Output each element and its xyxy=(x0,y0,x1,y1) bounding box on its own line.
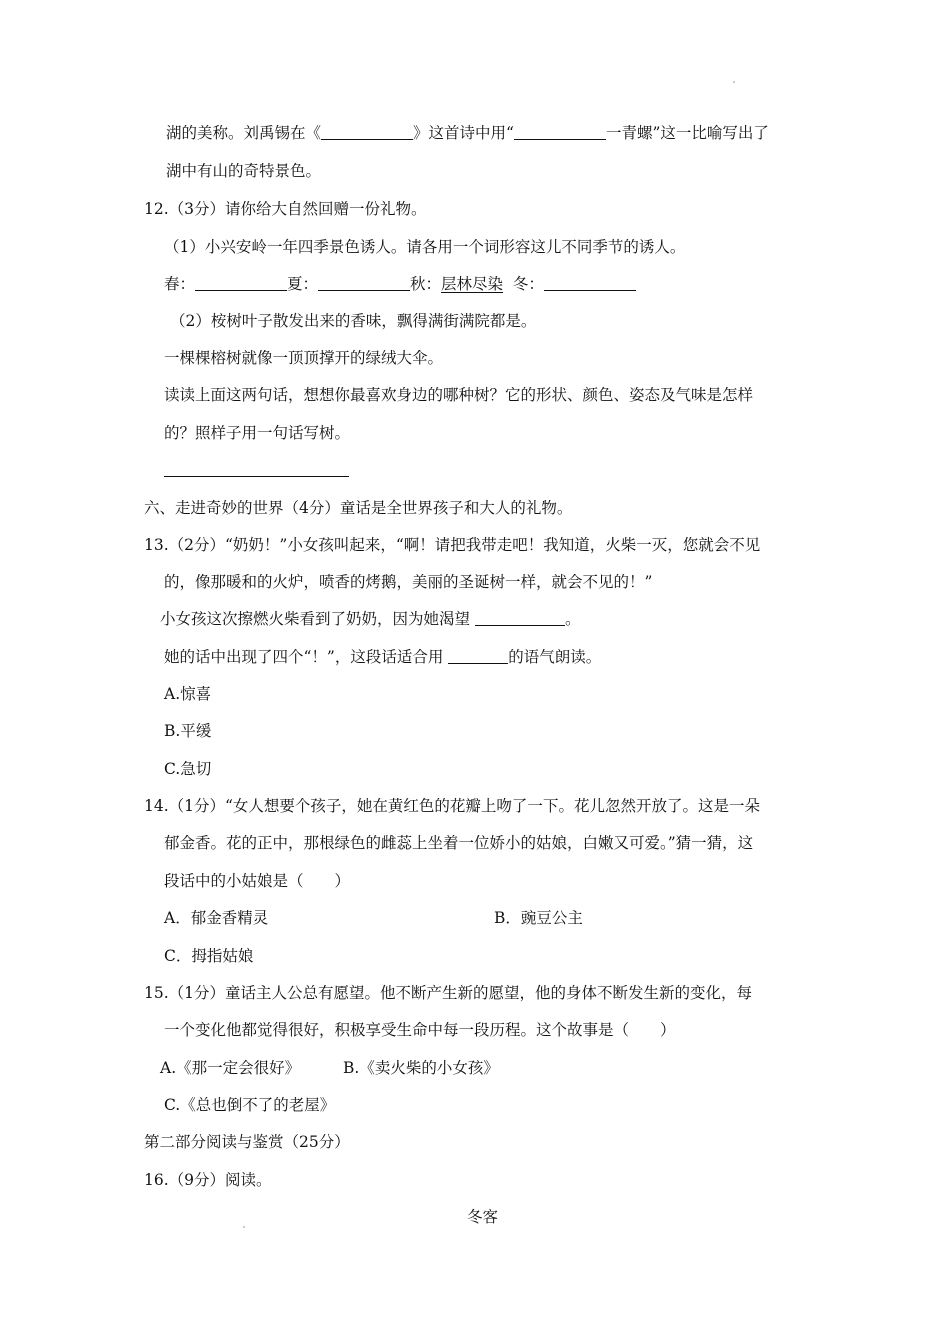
q13-line2: 的，像那暖和的火炉，喷香的烤鹅，美丽的圣诞树一样，就会不见的！” xyxy=(164,573,653,591)
q12-sub1: （1）小兴安岭一年四季景色诱人。请各用一个词形容这儿不同季节的诱人。 xyxy=(164,238,686,256)
answer-blank-tone[interactable] xyxy=(448,647,508,664)
q12-prompt-line2: 的？照样子用一句话写树。 xyxy=(164,424,351,442)
q11-line1: 湖的美称。刘禹锡在《 》这首诗中用“ 一青螺”这一比喻写出了 xyxy=(166,124,769,142)
q12-sub2: （2）桉树叶子散发出来的香味，飘得满街满院都是。 xyxy=(170,312,537,330)
q11-line2: 湖中有山的奇特景色。 xyxy=(166,162,322,180)
q15-option-b[interactable]: B.《卖火柴的小女孩》 xyxy=(343,1059,499,1077)
section-6-heading: 六、走进奇妙的世界（4分）童话是全世界孩子和大人的礼物。 xyxy=(144,499,573,517)
q15-option-c[interactable]: C.《总也倒不了的老屋》 xyxy=(164,1096,336,1114)
passage-title: 冬客 xyxy=(467,1208,499,1226)
page-mark xyxy=(243,1226,245,1228)
q13-option-b[interactable]: B.平缓 xyxy=(164,722,212,740)
q14-option-c[interactable]: C．拇指姑娘 xyxy=(164,947,254,965)
q12-seasons-row: 春： 夏： 秋：层林尽染 冬： xyxy=(164,274,636,294)
q13-question-a: 小女孩这次擦燃火柴看到了奶奶，因为她渴望 。 xyxy=(160,610,581,628)
q13-question-b: 她的话中出现了四个“！”，这段话适合用 的语气朗读。 xyxy=(164,648,602,666)
q15-line1: 15.（1分）童话主人公总有愿望。他不断产生新的愿望，他的身体不断发生新的变化，每 xyxy=(144,984,753,1002)
q12-prompt-line1: 读读上面这两句话，想想你最喜欢身边的哪种树？它的形状、颜色、姿态及气味是怎样 xyxy=(164,386,754,404)
q14-line3: 段话中的小姑娘是（ ） xyxy=(164,872,351,890)
q14-line2: 郁金香。花的正中，那根绿色的雌蕊上坐着一位娇小的姑娘，白嫩又可爱。”猜一猜，这 xyxy=(164,834,754,852)
answer-blank-metaphor[interactable] xyxy=(514,123,606,140)
answer-blank-winter[interactable] xyxy=(544,274,636,291)
part-2-heading: 第二部分阅读与鉴赏（25分） xyxy=(144,1133,350,1151)
answer-blank-longing[interactable] xyxy=(475,609,565,626)
q13-option-a[interactable]: A.惊喜 xyxy=(164,685,212,703)
q14-option-b[interactable]: B．豌豆公主 xyxy=(494,909,583,927)
answer-blank-poem-title[interactable] xyxy=(321,123,413,140)
q15-option-a[interactable]: A.《那一定会很好》 xyxy=(160,1059,301,1077)
q16-header: 16.（9分）阅读。 xyxy=(144,1171,272,1189)
q14-line1: 14.（1分）“女人想要个孩子，她在黄红色的花瓣上吻了一下。花儿忽然开放了。这是一朵 xyxy=(144,797,760,815)
q12-header: 12.（3分）请你给大自然回赠一份礼物。 xyxy=(144,200,427,218)
answer-line-tree-sentence[interactable] xyxy=(164,476,349,477)
page-mark xyxy=(733,81,735,83)
q12-sentence2: 一棵棵榕树就像一顶顶撑开的绿绒大伞。 xyxy=(164,349,444,367)
autumn-answer: 层林尽染 xyxy=(441,275,504,293)
answer-blank-summer[interactable] xyxy=(318,274,410,291)
q14-option-a[interactable]: A．郁金香精灵 xyxy=(164,909,269,927)
answer-blank-spring[interactable] xyxy=(195,274,287,291)
q13-line1: 13.（2分）“奶奶！”小女孩叫起来，“啊！请把我带走吧！我知道，火柴一灭，您就会不见 xyxy=(144,536,761,554)
q15-line2: 一个变化他都觉得很好，积极享受生命中每一段历程。这个故事是（ ） xyxy=(164,1021,676,1039)
q13-option-c[interactable]: C.急切 xyxy=(164,760,212,778)
